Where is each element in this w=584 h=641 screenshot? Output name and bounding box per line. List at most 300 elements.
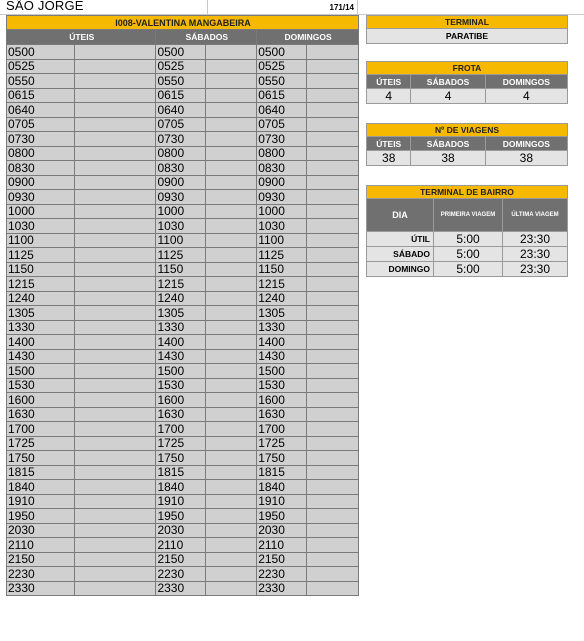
time-domingos: 0525: [257, 59, 307, 74]
schedule-row: [7, 146, 359, 161]
time-uteis: 0900: [7, 175, 75, 190]
time-sabados: 1725: [156, 436, 206, 451]
time-domingos: 1815: [257, 465, 307, 480]
time-domingos: 2110: [257, 538, 307, 553]
blank-cell: [307, 335, 359, 350]
time-sabados: 0900: [156, 175, 206, 190]
blank-cell: [307, 407, 359, 422]
schedule-row: [7, 378, 359, 393]
schedule-row: [7, 88, 359, 103]
schedule-row: [7, 45, 359, 60]
time-uteis: 2150: [7, 552, 75, 567]
blank-cell: [206, 451, 257, 466]
blank-cell: [74, 494, 156, 509]
time-sabados: 1330: [156, 320, 206, 335]
blank-cell: [307, 204, 359, 219]
blank-cell: [206, 349, 257, 364]
time-domingos: 0800: [257, 146, 307, 161]
blank-cell: [206, 465, 257, 480]
blank-cell: [206, 567, 257, 582]
time-domingos: 0830: [257, 161, 307, 176]
frota-header-sabados: SÁBADOS: [411, 75, 485, 89]
blank-cell: [206, 509, 257, 524]
schedule-row: [7, 422, 359, 437]
blank-cell: [206, 146, 257, 161]
bairro-row: [367, 247, 568, 262]
time-sabados: 1700: [156, 422, 206, 437]
time-domingos: 1400: [257, 335, 307, 350]
time-uteis: 1530: [7, 378, 75, 393]
time-uteis: 1400: [7, 335, 75, 350]
time-uteis: 0640: [7, 103, 75, 118]
bairro-row: [367, 262, 568, 277]
time-domingos: 1840: [257, 480, 307, 495]
blank-cell: [307, 567, 359, 582]
route-row: [7, 16, 359, 30]
blank-cell: [307, 74, 359, 89]
blank-cell: [307, 248, 359, 263]
time-uteis: 0830: [7, 161, 75, 176]
blank-cell: [206, 480, 257, 495]
blank-cell: [74, 132, 156, 147]
blank-cell: [206, 291, 257, 306]
time-uteis: 1330: [7, 320, 75, 335]
blank-cell: [307, 480, 359, 495]
blank-cell: [206, 204, 257, 219]
blank-cell: [74, 103, 156, 118]
time-domingos: 0500: [257, 45, 307, 60]
time-uteis: 1125: [7, 248, 75, 263]
blank-cell: [307, 509, 359, 524]
schedule-row: [7, 335, 359, 350]
blank-cell: [74, 45, 156, 60]
frota-title: FROTA: [367, 62, 568, 75]
blank-cell: [206, 378, 257, 393]
blank-cell: [74, 161, 156, 176]
time-sabados: 1430: [156, 349, 206, 364]
blank-cell: [206, 393, 257, 408]
blank-cell: [74, 146, 156, 161]
blank-cell: [307, 219, 359, 234]
blank-cell: [206, 335, 257, 350]
time-uteis: 1630: [7, 407, 75, 422]
schedule-row: [7, 291, 359, 306]
blank-cell: [307, 393, 359, 408]
schedule-row: [7, 465, 359, 480]
blank-cell: [206, 277, 257, 292]
time-uteis: 1815: [7, 465, 75, 480]
time-sabados: 1815: [156, 465, 206, 480]
bairro-primeira: 5:00: [434, 232, 503, 247]
blank-cell: [74, 509, 156, 524]
time-domingos: 0640: [257, 103, 307, 118]
header-domingos: DOMINGOS: [257, 30, 359, 45]
time-sabados: 1000: [156, 204, 206, 219]
schedule-row: [7, 451, 359, 466]
time-sabados: 1840: [156, 480, 206, 495]
frota-header-domingos: DOMINGOS: [485, 75, 567, 89]
schedule-row: [7, 436, 359, 451]
blank-cell: [74, 581, 156, 596]
time-uteis: 0930: [7, 190, 75, 205]
blank-cell: [74, 306, 156, 321]
blank-cell: [307, 262, 359, 277]
line-code: 171/14: [329, 3, 354, 12]
time-uteis: 2110: [7, 538, 75, 553]
blank-cell: [307, 436, 359, 451]
schedule-row: [7, 117, 359, 132]
time-sabados: 1400: [156, 335, 206, 350]
blank-cell: [307, 422, 359, 437]
blank-cell: [307, 117, 359, 132]
frota-header-uteis: ÚTEIS: [367, 75, 411, 89]
time-uteis: 0800: [7, 146, 75, 161]
schedule-row: [7, 552, 359, 567]
blank-cell: [74, 175, 156, 190]
blank-cell: [74, 422, 156, 437]
blank-cell: [206, 190, 257, 205]
time-sabados: 2110: [156, 538, 206, 553]
blank-cell: [74, 364, 156, 379]
frota-value-sabados: 4: [411, 89, 485, 104]
time-sabados: 1630: [156, 407, 206, 422]
schedule-row: [7, 74, 359, 89]
header-uteis: ÚTEIS: [7, 30, 156, 45]
time-sabados: 2230: [156, 567, 206, 582]
bairro-primeira: 5:00: [434, 262, 503, 277]
blank-cell: [206, 248, 257, 263]
time-domingos: 1030: [257, 219, 307, 234]
frota-panel: [366, 61, 568, 104]
bairro-ultima: 23:30: [503, 232, 568, 247]
blank-cell: [74, 320, 156, 335]
schedule-row: [7, 364, 359, 379]
blank-cell: [307, 103, 359, 118]
schedule-row: [7, 219, 359, 234]
time-sabados: 1530: [156, 378, 206, 393]
time-domingos: 0930: [257, 190, 307, 205]
schedule-row: [7, 306, 359, 321]
time-domingos: 1700: [257, 422, 307, 437]
blank-cell: [307, 320, 359, 335]
blank-cell: [206, 132, 257, 147]
blank-cell: [74, 248, 156, 263]
time-domingos: 1725: [257, 436, 307, 451]
time-sabados: 0930: [156, 190, 206, 205]
blank-cell: [206, 306, 257, 321]
time-sabados: 0730: [156, 132, 206, 147]
city-title: SÃO JORGE: [6, 0, 84, 13]
time-uteis: 1030: [7, 219, 75, 234]
time-uteis: 0705: [7, 117, 75, 132]
time-sabados: 0705: [156, 117, 206, 132]
blank-cell: [206, 538, 257, 553]
time-sabados: 1215: [156, 277, 206, 292]
blank-cell: [206, 407, 257, 422]
blank-cell: [74, 219, 156, 234]
blank-cell: [206, 59, 257, 74]
viagens-header-domingos: DOMINGOS: [485, 137, 567, 151]
bairro-header-ultima: ÚLTIMA VIAGEM: [503, 199, 568, 232]
blank-cell: [307, 349, 359, 364]
time-sabados: 1500: [156, 364, 206, 379]
bairro-dia: SÁBADO: [367, 247, 434, 262]
schedule-row: [7, 161, 359, 176]
blank-cell: [307, 233, 359, 248]
schedule-row: [7, 538, 359, 553]
blank-cell: [307, 190, 359, 205]
time-uteis: 1950: [7, 509, 75, 524]
time-domingos: 1000: [257, 204, 307, 219]
time-domingos: 0615: [257, 88, 307, 103]
bairro-primeira: 5:00: [434, 247, 503, 262]
blank-cell: [74, 465, 156, 480]
blank-cell: [307, 451, 359, 466]
time-uteis: 1700: [7, 422, 75, 437]
blank-cell: [74, 567, 156, 582]
blank-cell: [206, 494, 257, 509]
time-uteis: 0525: [7, 59, 75, 74]
bairro-ultima: 23:30: [503, 262, 568, 277]
blank-cell: [206, 320, 257, 335]
time-uteis: 2330: [7, 581, 75, 596]
time-uteis: 1150: [7, 262, 75, 277]
time-domingos: 1125: [257, 248, 307, 263]
blank-cell: [307, 523, 359, 538]
schedule-row: [7, 320, 359, 335]
blank-cell: [74, 277, 156, 292]
time-sabados: 0640: [156, 103, 206, 118]
time-sabados: 0830: [156, 161, 206, 176]
schedule-row: [7, 509, 359, 524]
time-uteis: 1725: [7, 436, 75, 451]
blank-cell: [206, 175, 257, 190]
viagens-panel: [366, 123, 568, 166]
blank-cell: [307, 175, 359, 190]
time-sabados: 1125: [156, 248, 206, 263]
schedule-row: [7, 581, 359, 596]
time-domingos: 0900: [257, 175, 307, 190]
blank-cell: [74, 204, 156, 219]
blank-cell: [307, 494, 359, 509]
blank-cell: [74, 88, 156, 103]
header-sabados: SÁBADOS: [156, 30, 257, 45]
blank-cell: [74, 349, 156, 364]
viagens-value-uteis: 38: [367, 151, 411, 166]
time-sabados: 1750: [156, 451, 206, 466]
time-uteis: 1100: [7, 233, 75, 248]
frota-value-domingos: 4: [485, 89, 567, 104]
blank-cell: [74, 378, 156, 393]
blank-cell: [74, 407, 156, 422]
time-sabados: 2330: [156, 581, 206, 596]
time-sabados: 1305: [156, 306, 206, 321]
blank-cell: [206, 74, 257, 89]
time-domingos: 1910: [257, 494, 307, 509]
blank-cell: [307, 88, 359, 103]
schedule-row: [7, 277, 359, 292]
time-uteis: 1240: [7, 291, 75, 306]
time-sabados: 1150: [156, 262, 206, 277]
bairro-panel: [366, 185, 568, 277]
blank-cell: [307, 277, 359, 292]
schedule-row: [7, 248, 359, 263]
frota-value-uteis: 4: [367, 89, 411, 104]
time-uteis: 1305: [7, 306, 75, 321]
viagens-title: Nº DE VIAGENS: [367, 124, 568, 137]
blank-cell: [307, 378, 359, 393]
time-domingos: 1100: [257, 233, 307, 248]
schedule-row: [7, 233, 359, 248]
time-uteis: 1500: [7, 364, 75, 379]
bairro-header-primeira: PRIMEIRA VIAGEM: [434, 199, 503, 232]
schedule-row: [7, 523, 359, 538]
time-uteis: 2030: [7, 523, 75, 538]
blank-cell: [206, 422, 257, 437]
blank-cell: [206, 161, 257, 176]
terminal-panel: [366, 15, 568, 44]
blank-cell: [74, 262, 156, 277]
schedule-row: [7, 567, 359, 582]
time-domingos: 1305: [257, 306, 307, 321]
blank-cell: [74, 335, 156, 350]
schedule-row: [7, 349, 359, 364]
schedule-row: [7, 494, 359, 509]
schedule-row: [7, 204, 359, 219]
time-sabados: 1950: [156, 509, 206, 524]
blank-cell: [206, 103, 257, 118]
time-domingos: 1330: [257, 320, 307, 335]
time-sabados: 0550: [156, 74, 206, 89]
time-sabados: 1030: [156, 219, 206, 234]
schedule-header-row: [7, 30, 359, 45]
time-domingos: 1215: [257, 277, 307, 292]
bairro-title: TERMINAL DE BAIRRO: [367, 186, 568, 199]
time-sabados: 0500: [156, 45, 206, 60]
time-sabados: 1100: [156, 233, 206, 248]
blank-cell: [307, 45, 359, 60]
viagens-value-domingos: 38: [485, 151, 567, 166]
blank-cell: [307, 364, 359, 379]
blank-cell: [307, 581, 359, 596]
schedule-row: [7, 393, 359, 408]
blank-cell: [206, 233, 257, 248]
blank-cell: [74, 451, 156, 466]
time-domingos: 2330: [257, 581, 307, 596]
time-domingos: 1500: [257, 364, 307, 379]
time-uteis: 0615: [7, 88, 75, 103]
schedule-row: [7, 262, 359, 277]
blank-cell: [307, 161, 359, 176]
blank-cell: [307, 59, 359, 74]
time-domingos: 1950: [257, 509, 307, 524]
terminal-value: PARATIBE: [367, 29, 568, 44]
time-sabados: 1600: [156, 393, 206, 408]
time-uteis: 1750: [7, 451, 75, 466]
time-uteis: 0500: [7, 45, 75, 60]
bairro-row: [367, 232, 568, 247]
time-domingos: 1240: [257, 291, 307, 306]
time-domingos: 0705: [257, 117, 307, 132]
time-uteis: 1215: [7, 277, 75, 292]
blank-cell: [206, 45, 257, 60]
blank-cell: [74, 291, 156, 306]
viagens-value-sabados: 38: [411, 151, 485, 166]
time-uteis: 1600: [7, 393, 75, 408]
time-domingos: 0550: [257, 74, 307, 89]
blank-cell: [74, 436, 156, 451]
blank-cell: [307, 132, 359, 147]
time-uteis: 1840: [7, 480, 75, 495]
time-domingos: 1430: [257, 349, 307, 364]
viagens-header-uteis: ÚTEIS: [367, 137, 411, 151]
time-sabados: 1240: [156, 291, 206, 306]
bairro-header-dia: DIA: [367, 199, 434, 232]
time-domingos: 0730: [257, 132, 307, 147]
blank-cell: [307, 538, 359, 553]
time-uteis: 1910: [7, 494, 75, 509]
time-uteis: 2230: [7, 567, 75, 582]
time-uteis: 0550: [7, 74, 75, 89]
time-sabados: 2030: [156, 523, 206, 538]
route-name: I008-VALENTINA MANGABEIRA: [7, 16, 359, 30]
blank-cell: [206, 436, 257, 451]
time-uteis: 1430: [7, 349, 75, 364]
blank-cell: [206, 117, 257, 132]
schedule-table: [6, 15, 359, 596]
blank-cell: [74, 523, 156, 538]
schedule-row: [7, 132, 359, 147]
blank-cell: [74, 538, 156, 553]
schedule-row: [7, 407, 359, 422]
time-uteis: 1000: [7, 204, 75, 219]
bairro-ultima: 23:30: [503, 247, 568, 262]
time-sabados: 0615: [156, 88, 206, 103]
bairro-dia: ÚTIL: [367, 232, 434, 247]
blank-cell: [307, 291, 359, 306]
blank-cell: [206, 219, 257, 234]
time-uteis: 0730: [7, 132, 75, 147]
time-domingos: 2150: [257, 552, 307, 567]
time-sabados: 0525: [156, 59, 206, 74]
schedule-row: [7, 59, 359, 74]
blank-cell: [206, 523, 257, 538]
time-domingos: 1750: [257, 451, 307, 466]
blank-cell: [206, 552, 257, 567]
blank-cell: [74, 480, 156, 495]
terminal-title: TERMINAL: [367, 16, 568, 29]
bairro-dia: DOMINGO: [367, 262, 434, 277]
viagens-header-sabados: SÁBADOS: [411, 137, 485, 151]
schedule-row: [7, 175, 359, 190]
blank-cell: [74, 190, 156, 205]
blank-cell: [206, 581, 257, 596]
blank-cell: [74, 233, 156, 248]
blank-cell: [206, 88, 257, 103]
schedule-row: [7, 190, 359, 205]
time-domingos: 2230: [257, 567, 307, 582]
blank-cell: [74, 74, 156, 89]
schedule-row: [7, 480, 359, 495]
time-domingos: 1600: [257, 393, 307, 408]
time-domingos: 1150: [257, 262, 307, 277]
blank-cell: [74, 552, 156, 567]
time-sabados: 0800: [156, 146, 206, 161]
blank-cell: [74, 59, 156, 74]
blank-cell: [307, 146, 359, 161]
time-domingos: 1530: [257, 378, 307, 393]
time-domingos: 1630: [257, 407, 307, 422]
